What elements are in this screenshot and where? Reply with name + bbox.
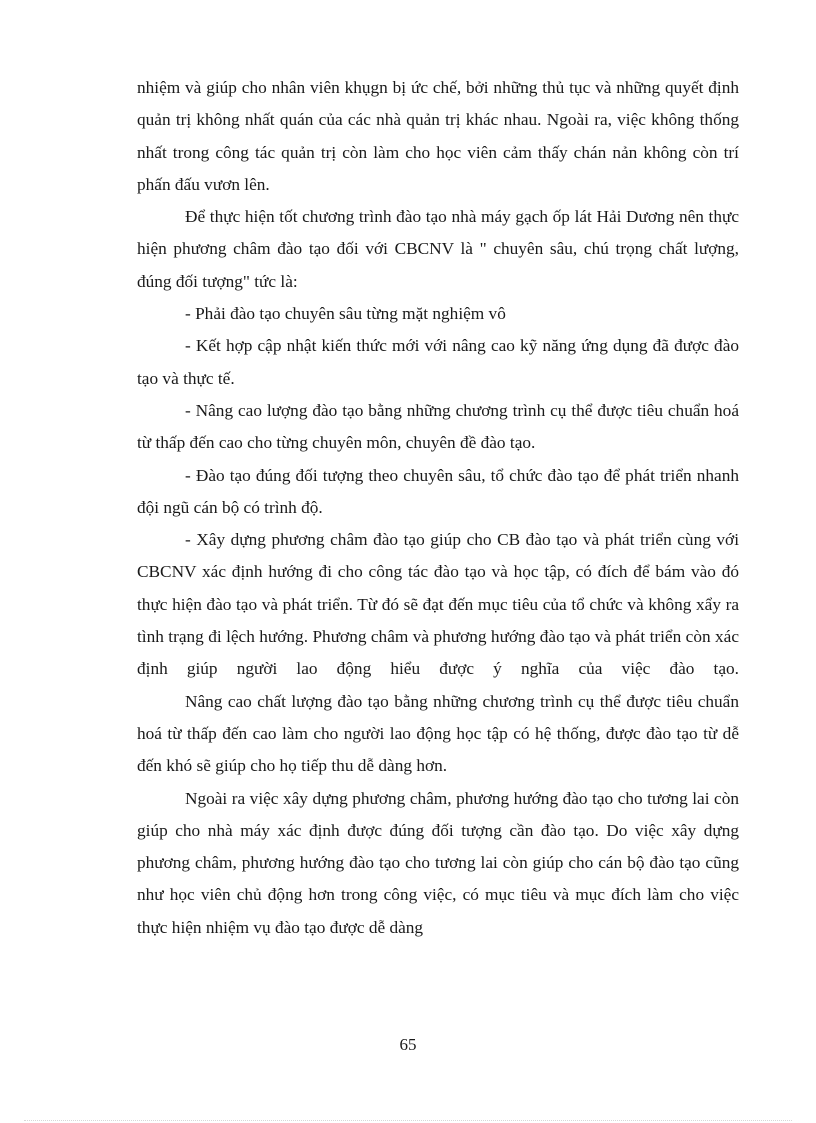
document-body — [137, 72, 739, 944]
list-item-right-target: - Đào tạo đúng đối tượng theo chuyên sâu, tổ chức đào tạo để phát triển nhanh đội ngũ cán bộ có trình độ. — [137, 465, 739, 517]
page-number: 65 — [399, 1035, 417, 1054]
list-item-build-principle: - Xây dựng phương châm đào tạo giúp cho CB đào tạo và phát triển cùng với CBCNV xác định hướng đi cho công tác đào tạo và học tập, có đích để bám vào đó thực hiện đào tạo và phát triển. Từ đó sẽ đạt đến mục tiêu của tổ chức và không xẩy ra tình trạng đi lệch hướng. Phương châm và phương hướng đào tạo và phát triển còn xác định giúp người lao động hiểu được ý nghĩa của việc đào tạo. — [137, 530, 739, 679]
list-item-improve-quality: - Nâng cao lượng đào tạo bằng những chương trình cụ thể được tiêu chuẩn hoá từ thấp đến cao cho từng chuyên môn, chuyên đề đào tạo. — [137, 400, 739, 453]
paragraph-furthermore: Ngoài ra việc xây dựng phương châm, phương hướng đào tạo cho tương lai còn giúp cho nhà máy xác định được đúng đối tượng cần đào tạo. Do việc xây dựng phương châm, phương hướng đào tạo cho tương lai còn giúp cho cán bộ đào tạo cũng như học viên chủ động hơn trong công việc, có mục tiêu và mục đích làm cho việc thực hiện nhiệm vụ đào tạo được dễ dàng — [137, 788, 739, 937]
list-item-knowledge-update: - Kết hợp cập nhật kiến thức mới với nâng cao kỹ năng ứng dụng đã được đào tạo và thực tế. — [137, 336, 739, 388]
page-bottom-divider — [24, 1120, 792, 1121]
paragraph-training-principle: Để thực hiện tốt chương trình đào tạo nhà máy gạch ốp lát Hải Dương nên thực hiện phương châm đào tạo đối với CBCNV là " chuyên sâu, chú trọng chất lượng, đúng đối tượng" tức là: — [137, 207, 739, 291]
paragraph-improve-quality: Nâng cao chất lượng đào tạo bằng những chương trình cụ thể được tiêu chuẩn hoá từ thấp đến cao làm cho người lao động học tập có hệ thống, được đào tạo từ dễ đến khó sẽ giúp cho họ tiếp thu dễ dàng hơn. — [137, 691, 739, 776]
list-item-specialized-training: - Phải đào tạo chuyên sâu từng mặt nghiệm vô — [185, 304, 506, 324]
paragraph-continuation: nhiệm và giúp cho nhân viên khụgn bị ức chế, bởi những thủ tục và những quyết định quản trị không nhất quán của các nhà quản trị khác nhau. Ngoài ra, việc không thống nhất trong công tác quản trị còn làm cho học viên cảm thấy chán nản không còn trí phấn đấu vươn lên. — [137, 78, 739, 194]
